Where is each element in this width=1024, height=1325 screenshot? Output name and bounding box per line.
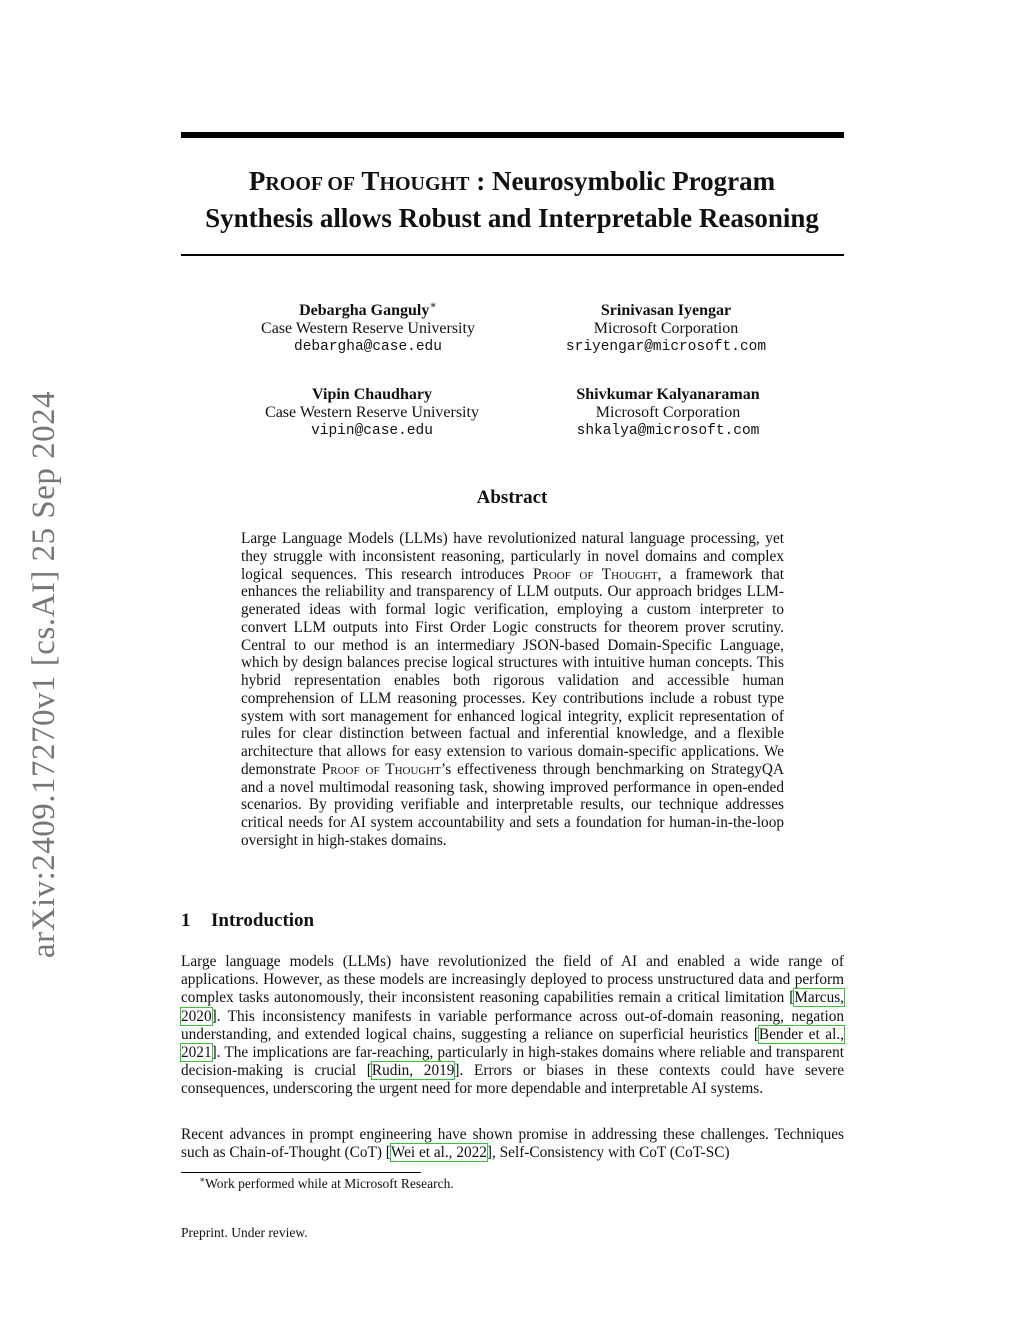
author-name: Debargha Ganguly bbox=[299, 302, 430, 319]
method-name: Proof of Thought bbox=[321, 760, 442, 778]
author-affiliation: Microsoft Corporation bbox=[595, 404, 741, 421]
author-affiliation: Microsoft Corporation bbox=[593, 320, 739, 337]
citation-link[interactable]: Marcus, 2020 bbox=[181, 989, 844, 1025]
author-email[interactable]: debargha@case.edu bbox=[294, 339, 442, 355]
author-block bbox=[516, 302, 816, 356]
citation-link[interactable]: Wei et al., 2022 bbox=[390, 1144, 487, 1162]
author-name: Srinivasan Iyengar bbox=[600, 302, 732, 319]
author-name: Shivkumar Kalyanaraman bbox=[576, 386, 760, 403]
title-top-rule bbox=[181, 132, 844, 138]
introduction-paragraph-1: Large language models (LLMs) have revolutionized the field of AI and enabled a wide range of applications. However, as these models are increasingly deployed to process unstructured data and perform complex tasks autonomously, their inconsistent reasoning capabilities remain a critical limitation [Marcus, 2020]. This inconsistency manifests in variable performance across out-of-domain reasoning, negation understanding, and extended logical chains, suggesting a reliance on superficial heuristics [Bender et al., 2021]. The implications are far-reaching, particularly in high-stakes domains where reliable and transparent decision-making is crucial [Rudin, 2019]. Errors or biases in these contexts could have severe consequences, underscoring the urgent need for more dependable and interpretable AI systems. bbox=[181, 953, 845, 1098]
footnote-mark: ∗ bbox=[199, 1174, 206, 1185]
author-affiliation: Case Western Reserve University bbox=[265, 404, 479, 421]
author-name: Vipin Chaudhary bbox=[312, 386, 432, 403]
section-heading-introduction bbox=[181, 910, 314, 932]
section-number: 1 bbox=[181, 910, 191, 931]
abstract-heading: Abstract bbox=[476, 487, 548, 508]
footnote-rule bbox=[181, 1172, 421, 1173]
introduction-paragraph-2: Recent advances in prompt engineering have shown promise in addressing these challenges. Techniques such as Chain-of-Thought (CoT) [Wei et al., 2022], Self-Consistency with CoT (CoT-SC) bbox=[181, 1126, 844, 1162]
author-email[interactable]: shkalya@microsoft.com bbox=[576, 423, 760, 439]
author-email[interactable]: vipin@case.edu bbox=[311, 423, 433, 439]
title-bottom-rule bbox=[181, 254, 844, 256]
preprint-notice: Preprint. Under review. bbox=[181, 1225, 308, 1240]
author-affiliation: Case Western Reserve University bbox=[261, 320, 475, 337]
title-line-2: Synthesis allows Robust and Interpretable Reasoning bbox=[205, 203, 819, 233]
footnote-mark: ∗ bbox=[429, 299, 437, 312]
section-title: Introduction bbox=[211, 910, 315, 931]
author-block bbox=[518, 386, 818, 440]
paper-title bbox=[150, 164, 874, 235]
citation-link[interactable]: Rudin, 2019 bbox=[371, 1062, 455, 1080]
method-name: Proof of Thought bbox=[532, 565, 658, 583]
footnote: ∗Work performed while at Microsoft Research. bbox=[199, 1174, 454, 1191]
author-block bbox=[218, 299, 518, 356]
arxiv-sidebar-stamp: arXiv:2409.17270v1 [cs.AI] 25 Sep 2024 bbox=[26, 390, 62, 958]
abstract-body: Large Language Models (LLMs) have revolutionized natural language processing, yet they struggle with inconsistent reasoning, particularly in novel domains and complex logical sequences. This research introduces Proof of Thought, a framework that enhances the reliability and transparency of LLM outputs. Our approach bridges LLM-generated ideas with formal logic verification, employing a custom interpreter to convert LLM outputs into First Order Logic constructs for theorem prover scrutiny. Central to our method is an intermediary JSON-based Domain-Specific Language, which by design balances precise logical structures with intuitive human concepts. This hybrid representation enables both rigorous validation and accessible human comprehension of LLM reasoning processes. Key contributions include a robust type system with sort management for enhanced logical integrity, explicit representation of rules for clear distinction between factual and inferential knowledge, and a flexible architecture that allows for easy extension to various domain-specific applications. We demonstrate Proof of Thought’s effectiveness through benchmarking on StrategyQA and a novel multimodal reasoning task, showing improved performance in open-ended scenarios. By providing verifiable and interpretable results, our technique addresses critical needs for AI system accountability and sets a foundation for human-in-the-loop oversight in high-stakes domains. bbox=[241, 530, 784, 849]
title-line-1: PROOF OF THOUGHT : Neurosymbolic Program bbox=[248, 166, 776, 196]
citation-link[interactable]: Bender et al., 2021 bbox=[181, 1025, 844, 1062]
author-email[interactable]: sriyengar@microsoft.com bbox=[565, 339, 767, 355]
author-block bbox=[222, 386, 522, 440]
